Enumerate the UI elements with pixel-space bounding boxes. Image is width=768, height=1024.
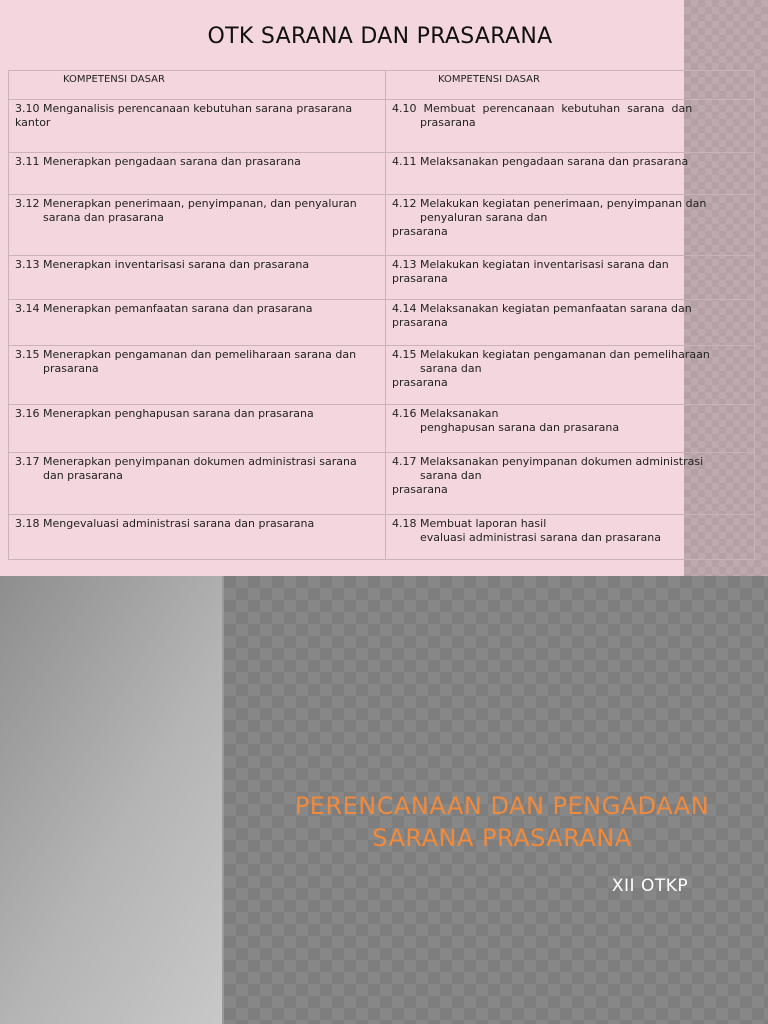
table-cell: 3.15 Menerapkan pengamanan dan pemeliharaan sarana dan prasarana bbox=[9, 346, 386, 405]
table-cell: 3.11 Menerapkan pengadaan sarana dan prasarana bbox=[9, 153, 386, 195]
table-cell: 3.12 Menerapkan penerimaan, penyimpanan, dan penyaluran sarana dan prasarana bbox=[9, 195, 386, 256]
table-row bbox=[9, 346, 755, 405]
header-cell: KOMPETENSI DASAR bbox=[386, 71, 755, 100]
table-row bbox=[9, 256, 755, 300]
table-cell: 3.18 Mengevaluasi administrasi sarana dan prasarana bbox=[9, 515, 386, 560]
competency-table bbox=[8, 70, 755, 560]
table-cell: 4.18 Membuat laporan hasil evaluasi administrasi sarana dan prasarana bbox=[386, 515, 755, 560]
table-row bbox=[9, 195, 755, 256]
table-row bbox=[9, 300, 755, 346]
slide-title-page bbox=[0, 576, 768, 1024]
table-cell: 4.10 Membuat perencanaan kebutuhan sarana dan prasarana bbox=[386, 100, 755, 153]
header-cell: KOMPETENSI DASAR bbox=[9, 71, 386, 100]
table-row bbox=[9, 153, 755, 195]
table-cell: 3.17 Menerapkan penyimpanan dokumen administrasi sarana dan prasarana bbox=[9, 453, 386, 515]
title-line: SARANA PRASARANA bbox=[372, 824, 632, 852]
table-row bbox=[9, 100, 755, 153]
table-cell: 3.10 Menganalisis perencanaan kebutuhan sarana prasarana kantor bbox=[9, 100, 386, 153]
slide-main-title bbox=[262, 790, 742, 854]
table-cell: 4.16 Melaksanakan penghapusan sarana dan prasarana bbox=[386, 405, 755, 453]
table-cell: 4.17 Melaksanakan penyimpanan dokumen administrasi sarana dan prasarana bbox=[386, 453, 755, 515]
panel-divider bbox=[222, 576, 224, 1024]
table-cell: 3.16 Menerapkan penghapusan sarana dan prasarana bbox=[9, 405, 386, 453]
slide-subtitle: XII OTKP bbox=[611, 876, 689, 896]
table-cell: 4.15 Melakukan kegiatan pengamanan dan pemeliharaan sarana dan prasarana bbox=[386, 346, 755, 405]
table-cell: 3.14 Menerapkan pemanfaatan sarana dan prasarana bbox=[9, 300, 386, 346]
table-cell: 4.12 Melakukan kegiatan penerimaan, penyimpanan dan penyaluran sarana dan prasarana bbox=[386, 195, 755, 256]
table-row bbox=[9, 405, 755, 453]
table-cell: 3.13 Menerapkan inventarisasi sarana dan prasarana bbox=[9, 256, 386, 300]
title-line: PERENCANAAN DAN PENGADAAN bbox=[294, 792, 710, 820]
table-row bbox=[9, 453, 755, 515]
decorative-gradient-panel bbox=[0, 576, 224, 1024]
table-row bbox=[9, 515, 755, 560]
table-cell: 4.11 Melaksanakan pengadaan sarana dan prasarana bbox=[386, 153, 755, 195]
table-header-row bbox=[9, 71, 755, 100]
slide-title: OTK SARANA DAN PRASARANA bbox=[207, 24, 553, 49]
table-cell: 4.13 Melakukan kegiatan inventarisasi sarana dan prasarana bbox=[386, 256, 755, 300]
table-cell: 4.14 Melaksanakan kegiatan pemanfaatan sarana dan prasarana bbox=[386, 300, 755, 346]
